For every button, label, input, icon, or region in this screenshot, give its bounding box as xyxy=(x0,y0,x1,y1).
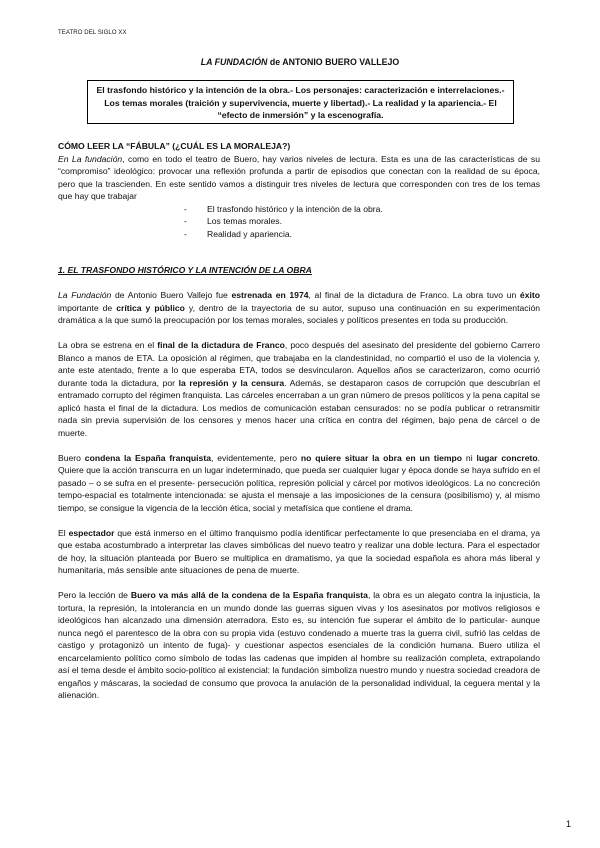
text-run: Pero la lección de xyxy=(58,590,131,600)
bold-text: condena la España franquista xyxy=(84,452,211,463)
text-run: , al final de la dictadura de Franco. La obra tuvo un xyxy=(308,290,520,300)
topics-box: El trasfondo histórico y la intención de la obra.- Los personajes: caracterización e interrelaciones.- Los temas morales (traición y supervivencia, muerte y libertad).- La realidad y la apariencia.- El “efecto de inmersión” y la escenografía. xyxy=(87,80,514,124)
italic-text: La Fundación xyxy=(58,290,112,300)
paragraph xyxy=(58,589,540,702)
document-body xyxy=(58,140,540,702)
text-run: , evidentemente, pero xyxy=(210,452,301,463)
text-run: importante de xyxy=(58,302,117,313)
text-run: El xyxy=(58,527,69,538)
reading-heading: CÓMO LEER LA “FÁBULA” (¿CUÁL ES LA MORALEJA?) xyxy=(58,141,291,151)
text-run: y, dentro de la trayectoria de su autor, supuso una continuación en su experimentación dramática a la que sumó la preocupación por los temas morales, sociales y políticos presentes en toda su producción. xyxy=(58,302,541,325)
running-header: TEATRO DEL SIGLO XX xyxy=(58,30,127,36)
text-run: . Quiere que la acción transcurra en un lugar indeterminado, que pueda ser cualquier lugar y época donde se haya sufrido en el pasado – o se sufra en el presente- persecución política, represión policial y cárcel por motivos ideológicos. La no concreción tempo-espacial es totalmente intencionada: se ajusta el mensaje a las imposiciones de la censura (posibilismo) y, al mismo tiempo, se consigue la vigencia de la lección ética, social y metafísica que contiene el drama. xyxy=(58,452,541,513)
list-item: - Realidad y apariencia. xyxy=(184,228,293,239)
title-work: LA FUNDACIÓN xyxy=(200,57,268,67)
bold-text: estrenada en 1974 xyxy=(231,290,309,300)
text-run: de Antonio Buero Vallejo fue xyxy=(111,290,232,300)
text-run: La obra se estrena en el xyxy=(58,340,158,350)
paragraph xyxy=(58,339,540,439)
page-number: 1 xyxy=(566,819,572,829)
text-run: . Además, se destaparon casos de corrupción que descubrían el entramado corrupto del régimen franquista. Las cárceles encerraban a un gran número de presos políticos y la pena capital se aplicó hasta el final de la dictadura. Los medios de comunicación estaban censurados: no se podía publicar o retransmitir nada sin previa supervisión de los censores y menos hacer una crítica en contra del régimen, bajo pena de cárcel o de muerte. xyxy=(58,377,540,438)
text-run: Buero xyxy=(58,452,85,463)
paragraph xyxy=(58,527,540,577)
bold-text: lugar concreto xyxy=(476,452,538,463)
section-heading: 1. EL TRASFONDO HISTÓRICO Y LA INTENCIÓN DE LA OBRA xyxy=(58,265,312,275)
paragraph xyxy=(58,452,540,515)
bold-text: la represión y la censura xyxy=(178,377,285,388)
bold-text: crítica y público xyxy=(116,302,185,313)
bold-text: final de la dictadura de Franco xyxy=(157,340,285,350)
title-author: de ANTONIO BUERO VALLEJO xyxy=(267,57,400,67)
list-item: - Los temas morales. xyxy=(184,216,282,226)
bold-text: éxito xyxy=(519,290,540,300)
reading-intro-text: , como en todo el teatro de Buero, hay varios niveles de lectura. Esta es una de las características de su “compromiso” ideológico: provocar una reflexión profunda a partir de episodios que conectan con la realidad de su época, pero que la trascienden. En este sentido vamos a distinguir tres niveles de lectura que corresponden con tres de los temas que hay que trabajar xyxy=(58,153,540,201)
text-run: que está inmerso en el último franquismo podía identificar perfectamente lo que presenciaba en el drama, ya que estaba acostumbrado a interpretar las claves simbólicas del nuevo teatro y realizar una doble lectura. Para el espectador de hoy, la situación planteada por Buero se multiplica en dramatismo, ya que la sociedad española es ahora más liberal y humanitaria, más sensible ante situaciones de pena de muerte. xyxy=(58,527,540,575)
bold-text: espectador xyxy=(68,527,115,538)
document-title xyxy=(0,57,600,67)
text-run: , poco después del asesinato del presidente del gobierno Carrero Blanco a manos de ETA. La oposición al régimen, que trabajaba en la clandestinidad, no compartió el uso de la violencia y, ante este atentado, frente a lo que esperaba ETA, todos se desvincularon. Aquellos años se caracterizaron, como ocurrió durante toda la dictadura, por xyxy=(58,340,540,388)
paragraph xyxy=(58,289,540,327)
text-run: , la obra es un alegato contra la injusticia, la tortura, la represión, la intolerancia en un mundo donde las guerras siguen vivas y los asesinatos por motivos religiosos e ideológicos han alcanzado una dimensión aterradora. Esto es, su intención fue superar el ámbito de lo particular- aunque nunca negó el parentesco de la obra con su propia vida (estuvo condenado a muerte tras la guerra civil, sufrió las celdas de castigo y protagonizó un intento de fuga)- y cuestionar aspectos esenciales de la condición humana. Buero utiliza el encarcelamiento político como símbolo de todas las cadenas que impiden al hombre su realización completa, extrapolando así el tema desde el ámbito socio-político al existencial: la fundación simboliza nuestro mundo y nuestra sociedad creadora de engaños y máscaras, la sociedad de consumo que provoca la anulación de la personalidad individual, la ceguera mental y la alienación. xyxy=(58,590,541,700)
bold-text: Buero va más allá de la condena de la España franquista xyxy=(130,590,368,600)
reading-levels-list xyxy=(58,203,540,241)
list-item: - El trasfondo histórico y la intención de la obra. xyxy=(184,203,383,214)
text-run: ni xyxy=(462,452,477,463)
reading-intro xyxy=(58,153,540,203)
reading-intro-italic: En La fundación xyxy=(58,153,123,164)
bold-text: no quiere situar la obra en un tiempo xyxy=(300,452,463,463)
